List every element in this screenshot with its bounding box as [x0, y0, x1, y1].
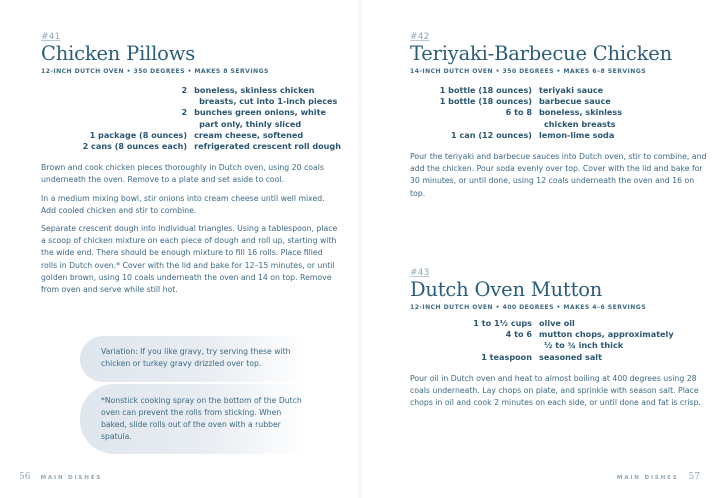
ingredient-item: bunches green onions, white part only, thinly sliced [194, 107, 326, 129]
ingredient-item: cream cheese, softened [194, 129, 304, 140]
ingredient-list [465, 318, 674, 363]
step-paragraph: Separate crescent dough into individual triangles. Using a tablespoon, place a scoop of chicken mixture on each piece of dough and roll up, starting with the wide end. There should be enough mixture to fill 16 rolls. Place filled rolls in Dutch oven.* Cover with the lid and bake for 12–15 minutes, or until golden brown, using 10 coals underneath the oven and 14 on top. Remove from oven and serve while still hot. [41, 224, 338, 295]
ingredient-list [46, 85, 341, 152]
ingredient-item: lemon-lime soda [539, 129, 615, 140]
ingredient-qty: 2 cans (8 ounces each) [82, 141, 188, 152]
left-folio [19, 472, 102, 482]
ingredient-qty: 1 bottle (18 ounces) [439, 85, 532, 95]
ingredient-qty: 2 [181, 85, 188, 95]
step-paragraph: Pour oil in Dutch oven and heat to almost boiling at 400 degrees using 28 coals underneath. Lay chops on plate, and sprinkle with season salt. Place chops in oil and cook 2 minutes on each side, or until done and fat is crisp. [410, 373, 701, 408]
variation-callout [80, 336, 308, 382]
ingredient-row [46, 107, 341, 129]
ingredient-item: refrigerated crescent roll dough [194, 141, 341, 152]
step-paragraph: Brown and cook chicken pieces thoroughly in Dutch oven, using 20 coals underneath the oven. Remove to a plate and set aside to cool. [41, 163, 324, 185]
recipe-steps [410, 373, 710, 410]
ingredient-qty: 1 package (8 ounces) [89, 129, 188, 140]
ingredient-list [434, 85, 622, 141]
ingredient-row [434, 107, 622, 129]
ingredient-qty: 2 [181, 107, 188, 118]
ingredient-item: mutton chops, approximately ½ to ¾ inch thick [539, 329, 674, 351]
page-number: 57 [688, 472, 700, 482]
tip-note: *Nonstick cooking spray on the bottom of the Dutch oven can prevent the rolls from sticking. When baked, slide rolls out of the oven with a rubber spatula. [101, 396, 302, 441]
step-paragraph: In a medium mixing bowl, stir onions into cream cheese until well mixed. Add cooled chicken and stir to combine. [41, 193, 325, 215]
recipe-41 [41, 32, 341, 302]
recipe-number: #42 [410, 32, 430, 42]
recipe-meta: 12-INCH DUTCH OVEN • 400 DEGREES • MAKES 4–6 SERVINGS [410, 304, 647, 311]
tip-callout [80, 384, 308, 454]
ingredient-item: boneless, skinless chicken breasts, cut into 1-inch pieces [194, 85, 338, 107]
recipe-steps [410, 151, 710, 200]
section-label: MAIN DISHES [616, 475, 679, 481]
ingredient-row [465, 352, 674, 363]
section-label: MAIN DISHES [40, 475, 103, 481]
variation-note: Variation: If you like gravy, try serving these with chicken or turkey gravy drizzled over top. [101, 347, 291, 368]
page-number: 56 [19, 472, 31, 482]
ingredient-qty: 4 to 6 [505, 329, 532, 340]
recipe-steps [41, 162, 341, 296]
ingredient-row [434, 85, 622, 96]
ingredient-qty: 1 to 1½ cups [473, 318, 532, 328]
ingredient-item: barbecue sauce [539, 96, 611, 107]
ingredient-item: boneless, skinless chicken breasts [539, 107, 623, 129]
recipe-42 [410, 32, 710, 206]
ingredient-row [46, 130, 341, 141]
step-paragraph: Pour the teriyaki and barbecue sauces into Dutch oven, stir to combine, and add the chicken. Pour soda evenly over top. Cover with the lid and bake for 30 minutes, or until done, using 12 coals underneath the oven and 16 on top. [410, 152, 707, 198]
recipe-title: Teriyaki-Barbecue Chicken [410, 42, 672, 65]
recipe-meta: 12-INCH DUTCH OVEN • 350 DEGREES • MAKES 8 SERVINGS [41, 68, 269, 75]
ingredient-row [465, 329, 674, 351]
recipe-title: Dutch Oven Mutton [410, 278, 603, 301]
ingredient-row [46, 85, 341, 107]
ingredient-row [46, 141, 341, 152]
recipe-43 [410, 268, 710, 415]
ingredient-qty: 1 can (12 ounces) [451, 129, 532, 140]
ingredient-row [465, 318, 674, 329]
ingredient-qty: 6 to 8 [505, 107, 532, 118]
recipe-number: #41 [41, 32, 61, 42]
recipe-number: #43 [410, 268, 430, 278]
ingredient-item: seasoned salt [539, 351, 602, 362]
ingredient-row [434, 130, 622, 141]
ingredient-qty: 1 teaspoon [481, 351, 532, 362]
ingredient-qty: 1 bottle (18 ounces) [439, 96, 532, 107]
recipe-title: Chicken Pillows [41, 42, 196, 65]
recipe-meta: 14-INCH DUTCH OVEN • 350 DEGREES • MAKES 6–8 SERVINGS [410, 68, 647, 75]
right-folio [617, 472, 700, 482]
right-page [360, 0, 720, 498]
ingredient-row [434, 96, 622, 107]
ingredient-item: olive oil [539, 318, 575, 328]
ingredient-item: teriyaki sauce [539, 85, 604, 95]
